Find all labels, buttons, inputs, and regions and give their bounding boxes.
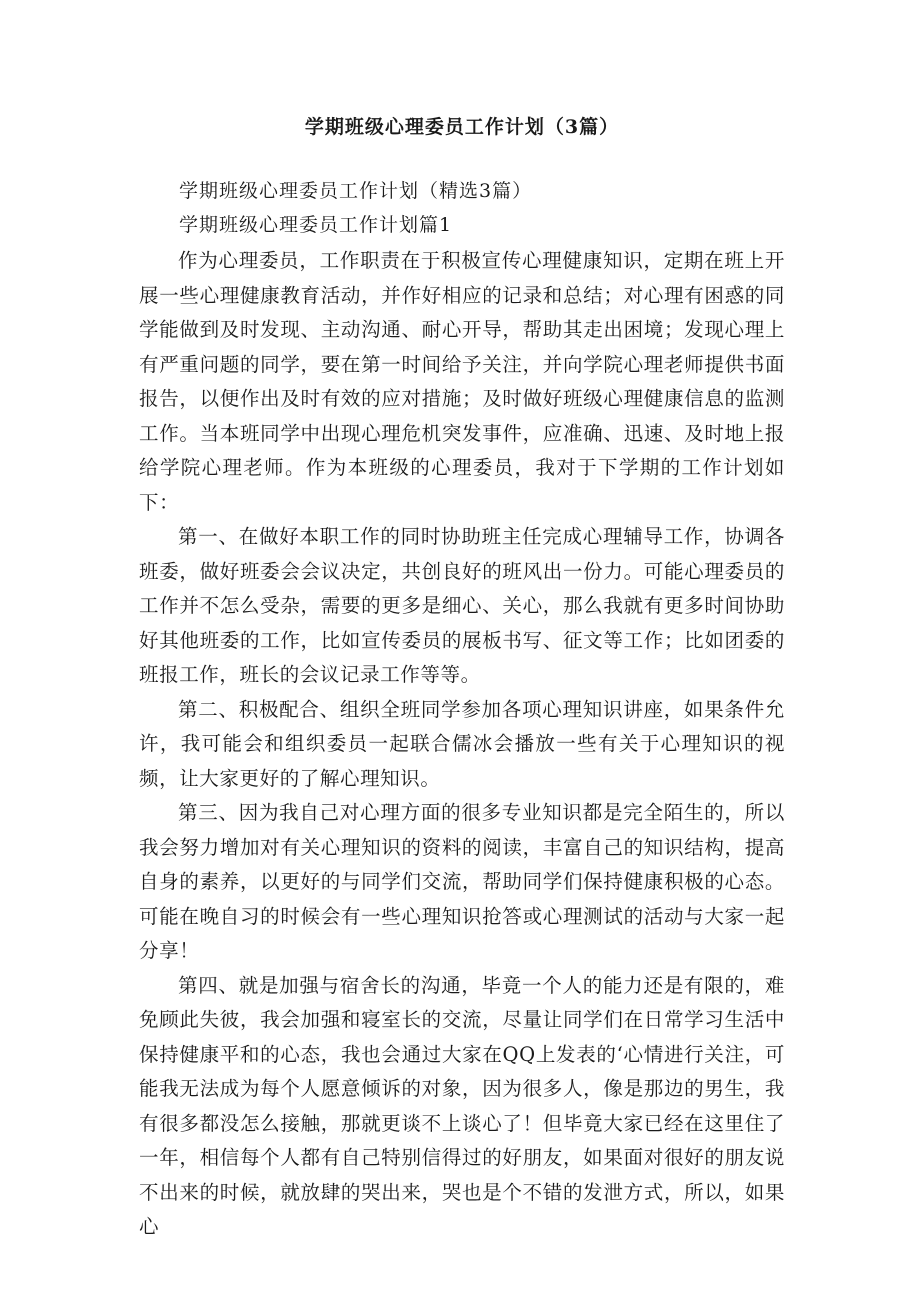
paragraph-first: 第一、在做好本职工作的同时协助班主任完成心理辅导工作，协调各班委，做好班委会会议决定，共创良好的班风出一份力。可能心理委员的工作并不怎么受杂，需要的更多是细心、关心，那么我就有更多时间协助好其他班委的工作，比如宣传委员的展板书写、征文等工作；比如团委的班报工作，班长的会议记录工作等等。	[139, 525, 785, 686]
section-heading: 学期班级心理委员工作计划篇1	[179, 214, 453, 236]
document-title: 学期班级心理委员工作计划（3篇）	[304, 116, 620, 138]
paragraph-second: 第二、积极配合、组织全班同学参加各项心理知识讲座，如果条件允许，我可能会和组织委员一起联合儒冰会播放一些有关于心理知识的视频，让大家更好的了解心理知识。	[139, 697, 785, 790]
document-subtitle: 学期班级心理委员工作计划（精选3篇）	[179, 180, 533, 202]
paragraph-intro: 作为心理委员，工作职责在于积极宣传心理健康知识，定期在班上开展一些心理健康教育活动，并作好相应的记录和总结；对心理有困惑的同学能做到及时发现、主动沟通、耐心开导，帮助其走出困境；发现心理上有严重问题的同学，要在第一时间给予关注，并向学院心理老师提供书面报告，以便作出及时有效的应对措施；及时做好班级心理健康信息的监测工作。当本班同学中出现心理危机突发事件，应准确、迅速、及时地上报给学院心理老师。作为本班级的心理委员，我对于下学期的工作计划如下：	[139, 249, 785, 514]
document-body	[139, 244, 785, 1245]
paragraph-fourth: 第四、就是加强与宿舍长的沟通，毕竟一个人的能力还是有限的，难免顾此失彼，我会加强和寝室长的交流，尽量让同学们在日常学习生活中保持健康平和的心态，我也会通过大家在QQ上发表的‘心情进行关注，可能我无法成为每个人愿意倾诉的对象，因为很多人，像是那边的男生，我有很多都没怎么接触，那就更谈不上谈心了！但毕竟大家已经在这里住了一年，相信每个人都有自己特别信得过的好朋友，如果面对很好的朋友说不出来的时候，就放肆的哭出来，哭也是个不错的发泄方式，所以，如果心	[139, 973, 785, 1238]
paragraph-third: 第三、因为我自己对心理方面的很多专业知识都是完全陌生的，所以我会努力增加对有关心理知识的资料的阅读，丰富自己的知识结构，提高自身的素养，以更好的与同学们交流，帮助同学们保持健康积极的心态。可能在晚自习的时候会有一些心理知识抢答或心理测试的活动与大家一起分享！	[139, 801, 785, 962]
